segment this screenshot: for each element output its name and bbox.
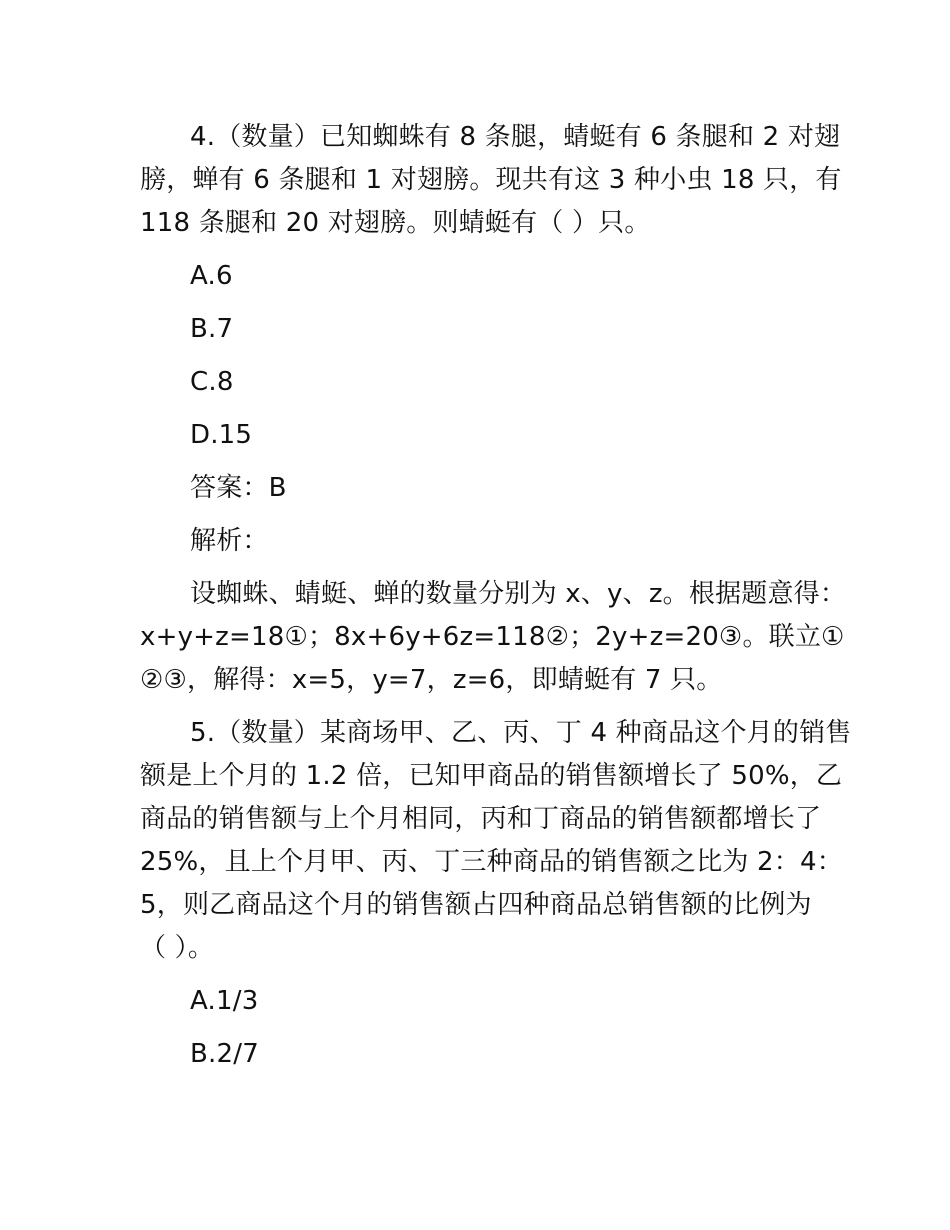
question-4-stem-line-2: 膀，蝉有 6 条腿和 1 对翅膀。现共有这 3 种小虫 18 只，有 bbox=[140, 165, 842, 195]
question-5-stem-line-6: （ ）。 bbox=[140, 933, 215, 963]
question-5-stem-line-5: 5，则乙商品这个月的销售额占四种商品总销售额的比例为 bbox=[140, 890, 812, 920]
question-5-option-b bbox=[140, 1033, 830, 1076]
question-5-option-a-label: A.1/3 bbox=[190, 986, 259, 1016]
question-4-analysis-line-1: 设蜘蛛、蜻蜓、蝉的数量分别为 x、y、z。根据题意得： bbox=[190, 579, 847, 609]
question-4-analysis bbox=[140, 573, 847, 702]
question-4-option-d-label: D.15 bbox=[190, 420, 253, 450]
question-4-option-a-label: A.6 bbox=[190, 261, 233, 291]
question-4-answer bbox=[140, 467, 830, 510]
question-4-option-b-label: B.7 bbox=[190, 314, 234, 344]
question-4-analysis-label bbox=[140, 520, 830, 563]
question-4-analysis-line-2: x+y+z=18①；8x+6y+6z=118②；2y+z=20③。联立① bbox=[140, 622, 845, 652]
question-4-answer-text: 答案：B bbox=[190, 473, 287, 503]
question-4-option-c-label: C.8 bbox=[190, 367, 234, 397]
question-4-option-c bbox=[140, 361, 830, 404]
question-5-stem bbox=[140, 712, 852, 970]
question-4-option-b bbox=[140, 308, 830, 351]
question-5-option-a bbox=[140, 980, 830, 1023]
question-4-option-d bbox=[140, 414, 830, 457]
question-5-stem-line-4: 25%，且上个月甲、丙、丁三种商品的销售额之比为 2：4： bbox=[140, 847, 843, 877]
question-5-stem-line-1: 5.（数量）某商场甲、乙、丙、丁 4 种商品这个月的销售 bbox=[190, 718, 852, 748]
question-5-stem-line-2: 额是上个月的 1.2 倍，已知甲商品的销售额增长了 50%，乙 bbox=[140, 761, 843, 791]
question-4-option-a bbox=[140, 255, 830, 298]
question-4-stem-line-3: 118 条腿和 20 对翅膀。则蜻蜓有（ ）只。 bbox=[140, 208, 651, 238]
question-5-option-b-label: B.2/7 bbox=[190, 1039, 259, 1069]
question-4-analysis-label-text: 解析： bbox=[190, 526, 269, 556]
question-4-stem bbox=[140, 116, 842, 245]
question-4-stem-line-1: 4.（数量）已知蜘蛛有 8 条腿，蜻蜓有 6 条腿和 2 对翅 bbox=[190, 122, 841, 152]
question-5-stem-line-3: 商品的销售额与上个月相同，丙和丁商品的销售额都增长了 bbox=[140, 804, 822, 834]
question-4-analysis-line-3: ②③，解得：x=5，y=7，z=6，即蜻蜓有 7 只。 bbox=[140, 665, 723, 695]
